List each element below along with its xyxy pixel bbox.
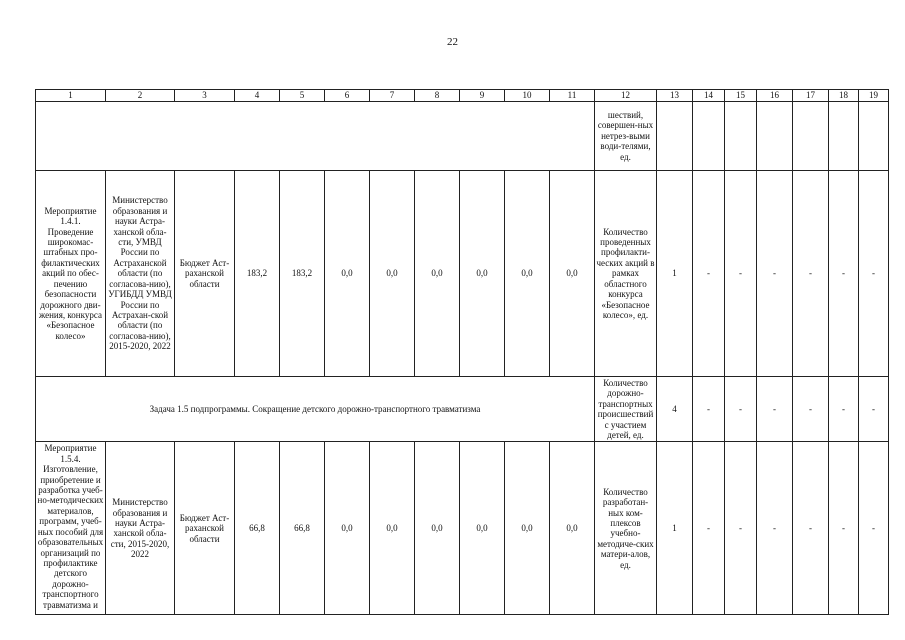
- table-row: [36, 442, 889, 615]
- dash-cell: -: [757, 442, 793, 615]
- indicator-cell: Количество дорожно-транспортных происшествий с участием детей, ед.: [595, 377, 657, 442]
- empty-cell: [725, 102, 757, 171]
- empty-cell: [829, 102, 859, 171]
- dash-cell: -: [829, 377, 859, 442]
- table-row: [36, 377, 889, 442]
- value-cell: 0,0: [415, 442, 460, 615]
- dash-cell: -: [793, 442, 829, 615]
- header-cell: 9: [460, 90, 505, 102]
- table-row: [36, 171, 889, 377]
- header-row: [36, 90, 889, 102]
- header-cell: 19: [859, 90, 889, 102]
- target-cell: 1: [657, 442, 693, 615]
- table-row: [36, 102, 889, 171]
- dash-cell: -: [693, 377, 725, 442]
- dash-cell: -: [793, 171, 829, 377]
- value-cell: 0,0: [460, 442, 505, 615]
- target-cell: 4: [657, 377, 693, 442]
- event-cell: Мероприятие 1.4.1. Проведение широкомас-штабных про-филактических акций по обес-печению безопасности дорожного дви-жения, конкурса «Безопасное колесо»: [36, 171, 106, 377]
- value-cell: 0,0: [550, 171, 595, 377]
- value-cell: 0,0: [415, 171, 460, 377]
- dash-cell: -: [829, 442, 859, 615]
- dash-cell: -: [725, 171, 757, 377]
- empty-cell: [757, 102, 793, 171]
- dash-cell: -: [757, 377, 793, 442]
- header-cell: 4: [235, 90, 280, 102]
- value-cell: 0,0: [550, 442, 595, 615]
- value-cell: 66,8: [235, 442, 280, 615]
- dash-cell: -: [829, 171, 859, 377]
- header-cell: 5: [280, 90, 325, 102]
- dash-cell: -: [693, 442, 725, 615]
- header-cell: 8: [415, 90, 460, 102]
- dash-cell: -: [757, 171, 793, 377]
- header-cell: 15: [725, 90, 757, 102]
- value-cell: 0,0: [370, 171, 415, 377]
- executor-cell: Министерство образования и науки Астра-ханской обла-сти, УМВД России по Астраханской области (по согласова-нию), УГИБДД УМВД России по Астрахан-ской области (по согласова-нию), 2015-2020, 2022: [106, 171, 175, 377]
- indicator-cell: шествий, совершен-ных нетрез-выми води-телями, ед.: [595, 102, 657, 171]
- empty-cell: [657, 102, 693, 171]
- value-cell: 0,0: [505, 442, 550, 615]
- dash-cell: -: [859, 171, 889, 377]
- empty-cell: [859, 102, 889, 171]
- program-table: [35, 89, 889, 615]
- value-cell: 183,2: [235, 171, 280, 377]
- value-cell: 0,0: [370, 442, 415, 615]
- header-cell: 18: [829, 90, 859, 102]
- value-cell: 183,2: [280, 171, 325, 377]
- indicator-cell: Количество проведенных профилакти-ческих акций в рамках областного конкурса «Безопасное колесо», ед.: [595, 171, 657, 377]
- dash-cell: -: [725, 442, 757, 615]
- indicator-cell: Количество разработан-ных ком-плексов учебно-методиче-ских матери-алов, ед.: [595, 442, 657, 615]
- empty-merged-cell: [36, 102, 595, 171]
- value-cell: 0,0: [505, 171, 550, 377]
- executor-cell: Министерство образования и науки Астра-ханской обла-сти, 2015-2020, 2022: [106, 442, 175, 615]
- header-cell: 12: [595, 90, 657, 102]
- header-cell: 2: [106, 90, 175, 102]
- header-cell: 17: [793, 90, 829, 102]
- dash-cell: -: [859, 377, 889, 442]
- target-cell: 1: [657, 171, 693, 377]
- header-cell: 10: [505, 90, 550, 102]
- header-cell: 7: [370, 90, 415, 102]
- dash-cell: -: [859, 442, 889, 615]
- source-cell: Бюджет Аст-раханской области: [175, 171, 235, 377]
- dash-cell: -: [693, 171, 725, 377]
- task-heading: Задача 1.5 подпрограммы. Сокращение детского дорожно-транспортного травматизма: [36, 377, 595, 442]
- header-cell: 1: [36, 90, 106, 102]
- value-cell: 0,0: [325, 171, 370, 377]
- header-cell: 14: [693, 90, 725, 102]
- header-cell: 16: [757, 90, 793, 102]
- value-cell: 66,8: [280, 442, 325, 615]
- dash-cell: -: [793, 377, 829, 442]
- source-cell: Бюджет Аст-раханской области: [175, 442, 235, 615]
- header-cell: 13: [657, 90, 693, 102]
- empty-cell: [693, 102, 725, 171]
- header-cell: 3: [175, 90, 235, 102]
- value-cell: 0,0: [460, 171, 505, 377]
- event-cell: Мероприятие 1.5.4. Изготовление, приобретение и разработка учеб-но-методических материалов, программ, учеб-ных пособий для образовательных организаций по профилактике детского дорожно-транспортного травматизма и: [36, 442, 106, 615]
- page-number: 22: [447, 36, 458, 48]
- header-cell: 6: [325, 90, 370, 102]
- header-cell: 11: [550, 90, 595, 102]
- value-cell: 0,0: [325, 442, 370, 615]
- dash-cell: -: [725, 377, 757, 442]
- empty-cell: [793, 102, 829, 171]
